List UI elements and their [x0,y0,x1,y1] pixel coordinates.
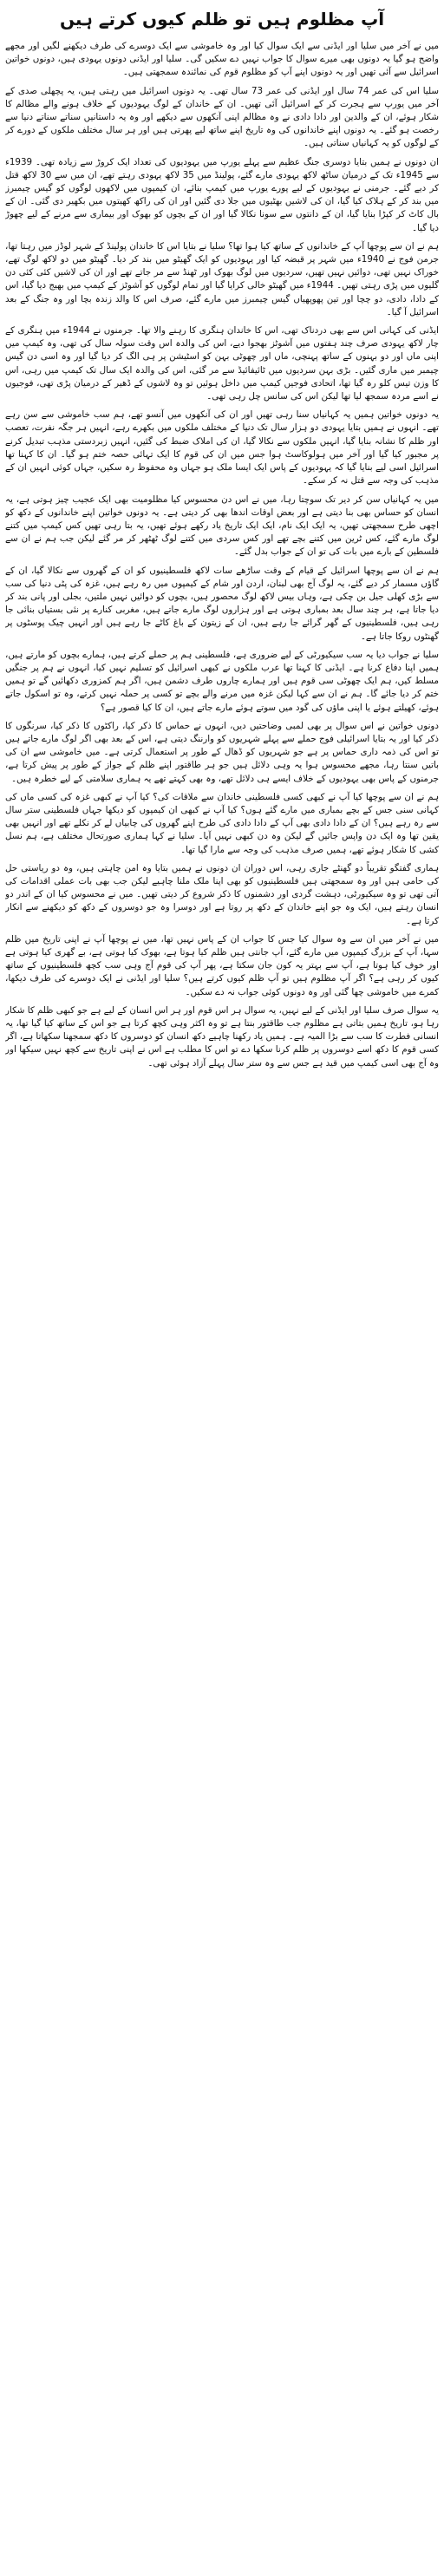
article-paragraph: ہماری گفتگو تقریباً دو گھنٹے جاری رہی، اس دوران ان دونوں نے ہمیں بتایا وہ امن چاہتی ہیں، وہ دو ریاستی حل کی حامی ہیں اور وہ سمجھتی ہیں فلسطینیوں کو بھی اپنا ملک ملنا چاہیے لیکن جب بھی بات عملی اقدامات کی آتی تھی تو وہ سیکیورٹی، دہشت گردی اور دشمنوں کا ذکر شروع کر دیتی تھیں۔ میں نے محسوس کیا ان کے اندر دو انسان رہتے ہیں، ایک وہ جو اپنے خاندان کے دکھ پر روتا ہے اور دوسرا وہ جو دوسروں کے دکھ کو دیکھنے سے انکار کرتا ہے۔ [5,862,439,926]
article-paragraph: ہم نے ان سے پوچھا کیا آپ نے کبھی کسی فلسطینی خاندان سے ملاقات کی؟ کیا آپ نے کبھی غزہ کی کسی ماں کی کہانی سنی جس کے بچے بمباری میں مارے گئے ہوں؟ کیا آپ نے کبھی ان کیمپوں کو دیکھا جہاں فلسطینی ستر سال سے رہ رہے ہیں؟ ان کے دادا دادی بھی آپ کے دادا دادی کی طرح اپنے گھروں کی چابیاں لے کر نکلے تھے اور انہیں بھی یقین تھا وہ ایک دن واپس جائیں گے لیکن وہ دن کبھی نہیں آیا۔ سلیا نے کہا ہماری صورتحال مختلف ہے، ہم نسل کشی کا شکار ہوئے تھے، ہمیں صرف مذہب کی وجہ سے مارا گیا تھا۔ [5,791,439,855]
article-body [5,40,439,1070]
article-paragraph: میں نے آخر میں ان سے وہ سوال کیا جس کا جواب ان کے پاس نہیں تھا، میں نے پوچھا آپ نے اپنی تاریخ میں ظلم سہا، آپ کے بزرگ کیمپوں میں مارے گئے، آپ جانتی ہیں ظلم کیا ہوتا ہے، بھوک کیا ہوتی ہے، بے گھری کیا ہوتی ہے اور خوف کیا ہوتا ہے، آپ سے بہتر یہ کون جان سکتا ہے، پھر آپ کی قوم آج وہی سب کچھ فلسطینیوں کے ساتھ کیوں کر رہی ہے؟ اگر آپ مظلوم ہیں تو آپ ظلم کیوں کرتے ہیں؟ سلیا اور ایڈنی نے ایک دوسرے کی طرف دیکھا، کمرے میں خاموشی چھا گئی اور وہ دونوں کوئی جواب نہ دے سکیں۔ [5,933,439,997]
article-paragraph: میں نے آخر میں سلیا اور ایڈنی سے ایک سوال کیا اور وہ خاموشی سے ایک دوسرے کی طرف دیکھنے لگیں اور مجھے واضح ہو گیا یہ دونوں بھی میرے سوال کا جواب نہیں دے سکیں گی۔ سلیا اور ایڈنی دونوں یہودی ہیں، دونوں خواتین اسرائیل سے آئی تھیں اور یہ دونوں اپنے آپ کو مظلوم قوم کی نمائندہ سمجھتی ہیں۔ [5,41,439,78]
article-paragraph: دونوں خواتین نے اس سوال پر بھی لمبی وضاحتیں دیں، انہوں نے حماس کا ذکر کیا، راکٹوں کا ذکر کیا، سرنگوں کا ذکر کیا اور یہ بتایا اسرائیلی فوج حملے سے پہلے شہریوں کو وارننگ دیتی ہے، اس کے بعد بھی اگر لوگ مارے جاتے ہیں تو اس کی ذمہ داری حماس پر ہے جو شہریوں کو ڈھال کے طور پر استعمال کرتی ہے۔ میں خاموشی سے ان کی باتیں سنتا رہا، مجھے محسوس ہوا یہ وہی دلائل ہیں جو ہر طاقتور اپنے ظلم کے جواز کے طور پر پیش کرتا ہے، جرمنوں کے پاس بھی یہودیوں کے خلاف ایسے ہی دلائل تھے، وہ بھی کہتے تھے یہ ہماری سلامتی کے لیے خطرہ ہیں۔ [5,720,439,784]
article-paragraph: ہم نے ان سے پوچھا آپ کے خاندانوں کے ساتھ کیا ہوا تھا؟ سلیا نے بتایا اس کا خاندان پولینڈ کے شہر لوڈز میں رہتا تھا، جرمن فوج نے 1940ء میں شہر پر قبضہ کیا اور یہودیوں کو ایک گھیٹو میں بند کر دیا۔ گھیٹو میں دو لاکھ لوگ تھے، خوراک نہیں تھی، دوائیں نہیں تھیں، سردیوں میں لوگ بھوک اور ٹھنڈ سے مر جاتے تھے اور ان کی لاشیں کئی کئی دن گلیوں میں پڑی رہتی تھیں۔ 1944ء میں گھیٹو خالی کرایا گیا اور تمام لوگوں کو آشوٹز کے کیمپ میں بھیج دیا گیا، اس کے دادا، دادی، دو چچا اور تین پھوپھیاں گیس چیمبرز میں مارے گئے، صرف اس کا والد زندہ بچا اور وہ جنگ کے بعد اسرائیل آ گیا۔ [5,240,439,317]
article-column [5,3,439,2573]
article-paragraph: سلیا اس کی عمر 74 سال اور ایڈنی کی عمر 73 سال تھی۔ یہ دونوں اسرائیل میں رہتی ہیں، یہ پچھلی صدی کے آخر میں یورپ سے ہجرت کر کے اسرائیل آئی تھیں۔ ان کے خاندان کے لوگ یہودیوں کے خلاف ہونے والے مظالم کا شکار ہوئے، ان کے والدین اور دادا دادی نے وہ مظالم اپنی آنکھوں سے دیکھے اور وہ یہ داستانیں سناتے سناتے دنیا سے رخصت ہو گئے۔ یہ دونوں اپنے خاندانوں کی وہ تاریخ اپنے ساتھ لیے پھرتی ہیں اور ہر سال مختلف ملکوں کے دورے کر کے لوگوں کو یہ کہانیاں سناتی ہیں۔ [5,85,439,149]
article-paragraph: میں یہ کہانیاں سن کر دیر تک سوچتا رہا، میں نے اس دن محسوس کیا مظلومیت بھی ایک عجیب چیز ہوتی ہے، یہ انسان کو حساس بھی بنا دیتی ہے اور بعض اوقات اندھا بھی کر دیتی ہے۔ یہ دونوں خواتین اپنے خاندانوں کے دکھ کو اچھی طرح سمجھتی تھیں، یہ ایک ایک نام، ایک ایک تاریخ یاد رکھے ہوئے تھیں، یہ بتا رہی تھیں کس کیمپ میں کتنے لوگ مارے گئے، کس ٹرین میں کتنے بچے تھے اور کس سردی میں کتنے لوگ ٹھٹھر کر مر گئے لیکن جب ہم نے ان سے فلسطین کے بارے میں بات کی تو ان کے جواب بدل گئے۔ [5,494,439,558]
article-paragraph: یہ دونوں خواتین ہمیں یہ کہانیاں سنا رہی تھیں اور ان کی آنکھوں میں آنسو تھے، ہم سب خاموشی سے سن رہے تھے۔ انہوں نے ہمیں بتایا یہودی دو ہزار سال تک دنیا کے مختلف ملکوں میں بکھرے رہے، انہیں ہر جگہ نفرت، تعصب اور ظلم کا نشانہ بنایا گیا، انہیں ملکوں سے نکالا گیا، ان کی املاک ضبط کی گئیں، انہیں زبردستی مذہب تبدیل کرنے پر مجبور کیا گیا اور آخر میں ہولوکاسٹ ہوا جس میں ان کی قوم کا ایک تہائی حصہ ختم ہو گیا۔ ان کا کہنا تھا اسرائیل اسی لیے بنایا گیا کہ یہودیوں کے پاس ایک ایسا ملک ہو جہاں وہ محفوظ رہ سکیں، جہاں کوئی انہیں ان کے مذہب کی وجہ سے قتل نہ کر سکے۔ [5,409,439,487]
article-paragraph: یہ سوال صرف سلیا اور ایڈنی کے لیے نہیں، یہ سوال ہر اس قوم اور ہر اس انسان کے لیے ہے جو کبھی ظلم کا شکار رہا ہو، تاریخ ہمیں بتاتی ہے مظلوم جب طاقتور بنتا ہے تو وہ اکثر وہی کچھ کرتا ہے جو اس کے ساتھ کیا گیا تھا، یہ انسانی فطرت کا سب سے بڑا المیہ ہے۔ ہمیں یاد رکھنا چاہیے دکھ انسان کو دوسروں کا دکھ سمجھنا سکھاتا ہے، اگر کسی قوم کا دکھ اسے دوسروں پر ظلم کرنا سکھا دے تو اس کا مطلب ہے اس نے اپنی تاریخ سے کچھ نہیں سیکھا اور وہ آج بھی اسی کیمپ میں قید ہے جس سے وہ ستر سال پہلے آزاد ہوئی تھی۔ [5,1004,439,1069]
article-paragraph: ہم نے ان سے پوچھا اسرائیل کے قیام کے وقت ساڑھے سات لاکھ فلسطینیوں کو ان کے گھروں سے نکالا گیا، ان کے گاؤں مسمار کر دیے گئے، یہ لوگ آج بھی لبنان، اردن اور شام کے کیمپوں میں رہ رہے ہیں، غزہ کی پٹی دنیا کی سب سے بڑی کھلی جیل بن چکی ہے، وہاں بیس لاکھ لوگ محصور ہیں، بچوں کو دوائیں نہیں ملتیں، بجلی اور پانی بند کر دیا جاتا ہے، ہر چند سال بعد بمباری ہوتی ہے اور ہزاروں لوگ مارے جاتے ہیں، مغربی کنارے پر نئی بستیاں بنائی جا رہی ہیں، فلسطینیوں کے گھر گرائے جا رہے ہیں، ان کے زیتون کے باغ کاٹے جا رہے ہیں اور انہیں چیک پوسٹوں پر گھنٹوں روکا جاتا ہے۔ [5,565,439,642]
article-paragraph: سلیا نے جواب دیا یہ سب سیکیورٹی کے لیے ضروری ہے، فلسطینی ہم پر حملے کرتے ہیں، ہمارے بچوں کو مارتے ہیں، ہمیں اپنا دفاع کرنا ہے۔ ایڈنی کا کہنا تھا عرب ملکوں نے کبھی اسرائیل کو تسلیم نہیں کیا، انہوں نے ہم پر جنگیں مسلط کیں، ہم ایک چھوٹی سی قوم ہیں اور ہمارے چاروں طرف دشمن ہیں، اگر ہم کمزوری دکھائیں گے تو ہمیں ختم کر دیا جائے گا۔ ہم نے ان سے کہا لیکن غزہ میں مرنے والے بچے تو کسی پر حملہ نہیں کرتے، وہ تو اسکول جاتے ہوئے، کھیلتے ہوئے یا اپنی ماؤں کی گود میں سوتے ہوئے مارے جاتے ہیں، ان کا کیا قصور ہے؟ [5,649,439,713]
article-paragraph: ایڈنی کی کہانی اس سے بھی دردناک تھی، اس کا خاندان ہنگری کا رہنے والا تھا۔ جرمنوں نے 1944ء میں ہنگری کے چار لاکھ یہودی صرف چند ہفتوں میں آشوٹز بھجوا دیے، اس کی والدہ اس وقت سولہ سال کی تھی، وہ کیمپ میں اپنی ماں اور دو بہنوں کے ساتھ پہنچی، ماں اور چھوٹی بہن کو اسٹیشن پر ہی الگ کر دیا گیا اور وہ اسی دن گیس چیمبر میں ماری گئیں۔ بڑی بہن سردیوں میں ٹائیفائیڈ سے مر گئی، اس کی والدہ ایک سال تک کیمپ میں رہی، اس کا وزن تیس کلو رہ گیا تھا، اتحادی فوجیں کیمپ میں داخل ہوئیں تو وہ لاشوں کے ڈھیر کے درمیان پڑی تھی، فوجیوں نے اسے مردہ سمجھ لیا تھا لیکن اس کی سانس چل رہی تھی۔ [5,325,439,402]
article-paragraph: ان دونوں نے ہمیں بتایا دوسری جنگ عظیم سے پہلے یورپ میں یہودیوں کی تعداد ایک کروڑ سے زیادہ تھی۔ 1939ء سے 1945ء تک کے درمیان ساٹھ لاکھ یہودی مارے گئے، پولینڈ میں 35 لاکھ یہودی رہتے تھے، ان میں سے 30 لاکھ قتل کر دیے گئے۔ جرمنی نے یہودیوں کے لیے پورے یورپ میں کیمپ بنائے، ان کیمپوں میں لاکھوں لوگوں کو گیس چیمبرز میں بند کر کے ہلاک کیا گیا، ان کی لاشیں بھٹیوں میں جلا دی گئیں اور ان کی راکھ کھیتوں میں بکھیر دی گئی۔ ان کے بال کاٹ کر کپڑا بنایا گیا، ان کے دانتوں سے سونا نکالا گیا اور ان کے بچوں کو بھوک اور بیماری سے مرنے کے لیے چھوڑ دیا گیا۔ [5,156,439,233]
article-headline: آپ مظلوم ہیں تو ظلم کیوں کرتے ہیں [59,9,385,29]
